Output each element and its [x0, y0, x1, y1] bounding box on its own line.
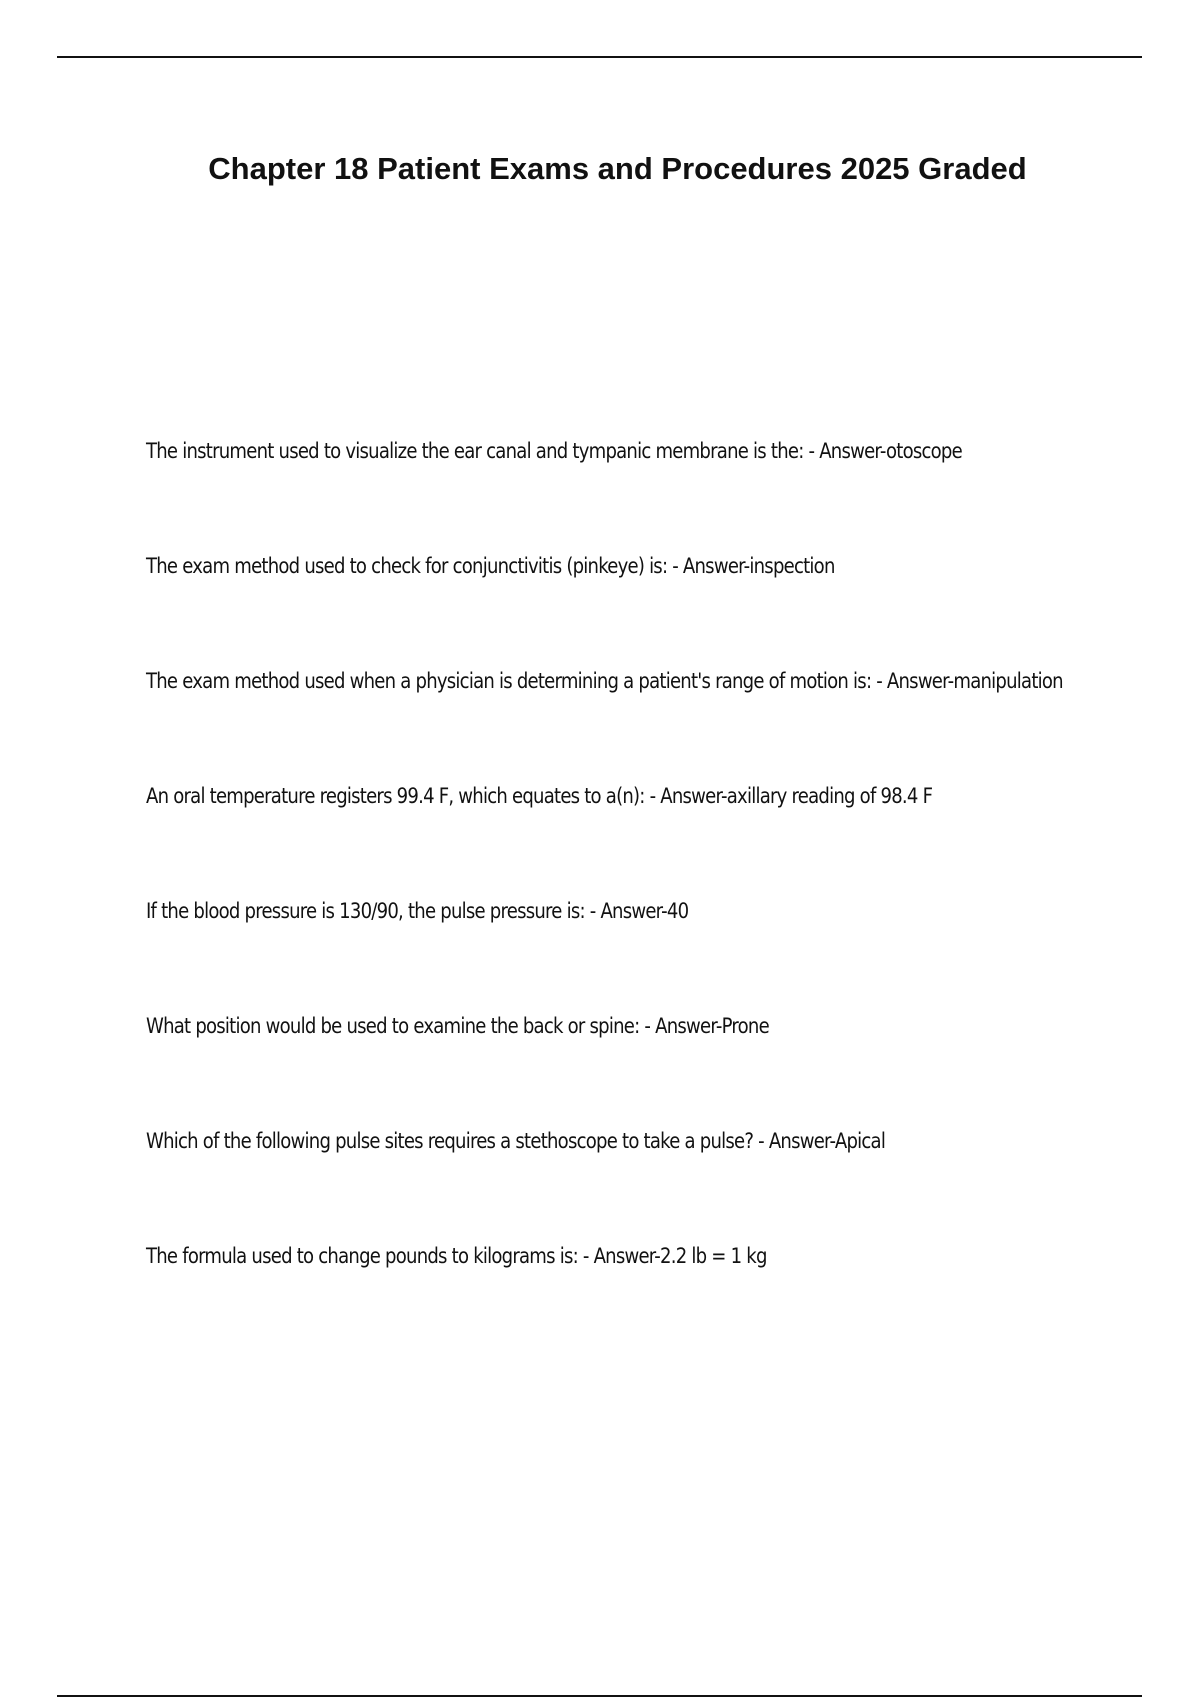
document-title: Chapter 18 Patient Exams and Procedures 2025 Graded — [208, 151, 1027, 186]
top-divider — [57, 56, 1142, 58]
question-answer-list — [146, 431, 1081, 1351]
question-answer-item: What position would be used to examine the back or spine: - Answer-Prone — [146, 1014, 769, 1038]
bottom-divider — [57, 1695, 1142, 1697]
question-answer-item: The instrument used to visualize the ear canal and tympanic membrane is the: - Answer-otoscope — [146, 439, 962, 463]
question-answer-item: If the blood pressure is 130/90, the pulse pressure is: - Answer-40 — [146, 899, 689, 923]
question-answer-item: The exam method used to check for conjunctivitis (pinkeye) is: - Answer-inspection — [146, 554, 835, 578]
question-answer-item: The exam method used when a physician is determining a patient's range of motion is: - Answer-manipulation — [146, 669, 1063, 693]
question-answer-item: An oral temperature registers 99.4 F, which equates to a(n): - Answer-axillary reading of 98.4 F — [146, 784, 933, 808]
question-answer-item: The formula used to change pounds to kilograms is: - Answer-2.2 lb = 1 kg — [146, 1244, 767, 1268]
question-answer-item: Which of the following pulse sites requires a stethoscope to take a pulse? - Answer-Apical — [146, 1129, 886, 1153]
